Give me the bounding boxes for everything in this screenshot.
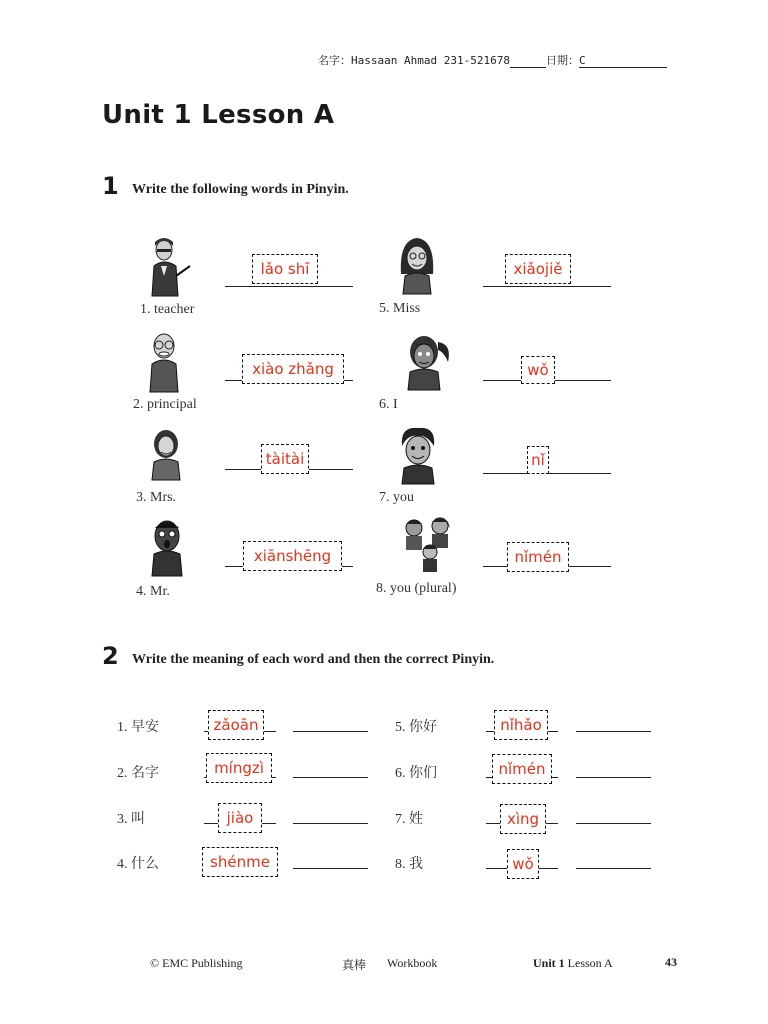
word-label-3: 3. Mrs. xyxy=(136,490,177,505)
pinyin-answer-s2-4[interactable]: shénme xyxy=(202,847,278,877)
meaning-line-2[interactable] xyxy=(293,777,368,778)
date-value: C xyxy=(578,54,586,67)
vocab-label-3: 3. 叫 xyxy=(117,812,145,827)
word-label-2: 2. principal xyxy=(133,397,197,412)
footer-unit xyxy=(533,956,613,971)
boy-icon xyxy=(396,424,440,486)
vocab-label-2: 2. 名字 xyxy=(117,766,159,781)
pinyin-answer-6[interactable]: wǒ xyxy=(521,356,555,384)
footer-unit-bold: Unit 1 xyxy=(533,956,565,970)
pinyin-answer-8[interactable]: nǐmén xyxy=(507,542,569,572)
word-label-7: 7. you xyxy=(379,490,414,505)
vocab-label-7: 7. 姓 xyxy=(395,812,423,827)
pinyin-answer-s2-1[interactable]: zǎoān xyxy=(208,710,264,740)
word-label-8: 8. you (plural) xyxy=(376,581,457,596)
vocab-label-4: 4. 什么 xyxy=(117,857,159,872)
vocab-label-8: 8. 我 xyxy=(395,857,423,872)
meaning-line-1[interactable] xyxy=(293,731,368,732)
pinyin-answer-s2-7[interactable]: xìng xyxy=(500,804,546,834)
section-2-instruction: Write the meaning of each word and then the correct Pinyin. xyxy=(132,652,495,667)
principal-icon xyxy=(142,330,188,394)
vocab-label-6: 6. 你们 xyxy=(395,766,437,781)
footer-lesson: Lesson A xyxy=(564,956,613,970)
meaning-line-7[interactable] xyxy=(576,823,651,824)
pinyin-answer-s2-5[interactable]: nǐhǎo xyxy=(494,710,548,740)
footer-book: 真棒 xyxy=(342,958,367,972)
word-label-1: 1. teacher xyxy=(140,302,195,317)
answer-line xyxy=(483,286,611,287)
vocab-label-5: 5. 你好 xyxy=(395,720,437,735)
mrs-icon xyxy=(146,424,186,482)
pinyin-answer-s2-2[interactable]: míngzì xyxy=(206,753,272,783)
pinyin-answer-5[interactable]: xiǎojiě xyxy=(505,254,571,284)
name-blank xyxy=(510,54,546,68)
meaning-line-4[interactable] xyxy=(293,868,368,869)
pinyin-answer-2[interactable]: xiào zhǎng xyxy=(242,354,344,384)
mr-icon xyxy=(144,514,190,578)
word-label-5: 5. Miss xyxy=(379,301,421,316)
pinyin-answer-s2-3[interactable]: jiào xyxy=(218,803,262,833)
section-2-number: 2 xyxy=(102,642,119,670)
date-field[interactable] xyxy=(579,54,667,68)
pinyin-answer-7[interactable]: nǐ xyxy=(527,446,549,474)
girl-icon xyxy=(400,328,456,392)
word-label-6: 6. I xyxy=(379,397,398,412)
word-label-4: 4. Mr. xyxy=(136,584,170,599)
meaning-line-3[interactable] xyxy=(293,823,368,824)
miss-icon xyxy=(397,234,437,296)
answer-line xyxy=(225,286,353,287)
pinyin-answer-s2-8[interactable]: wǒ xyxy=(507,849,539,879)
vocab-label-1: 1. 早安 xyxy=(117,720,159,735)
date-label: 日期： xyxy=(545,54,579,67)
page-number: 43 xyxy=(665,955,677,969)
pinyin-answer-4[interactable]: xiānshēng xyxy=(243,541,342,571)
section-1-number: 1 xyxy=(102,172,119,200)
meaning-line-8[interactable] xyxy=(576,868,651,869)
pinyin-answer-1[interactable]: lǎo shī xyxy=(252,254,318,284)
section-1-instruction: Write the following words in Pinyin. xyxy=(132,182,349,197)
pinyin-answer-3[interactable]: tàitài xyxy=(261,444,309,474)
group-icon xyxy=(402,514,458,574)
footer-publisher: © EMC Publishing xyxy=(150,956,243,970)
page-title: Unit 1 Lesson A xyxy=(102,100,335,130)
meaning-line-6[interactable] xyxy=(576,777,651,778)
name-value[interactable]: Hassaan Ahmad 231-521678 xyxy=(351,54,510,67)
meaning-line-5[interactable] xyxy=(576,731,651,732)
footer-type: Workbook xyxy=(387,956,438,970)
teacher-icon xyxy=(146,236,192,298)
pinyin-answer-s2-6[interactable]: nǐmén xyxy=(492,754,552,784)
name-label: 名字： xyxy=(318,54,351,67)
student-header xyxy=(318,52,667,68)
